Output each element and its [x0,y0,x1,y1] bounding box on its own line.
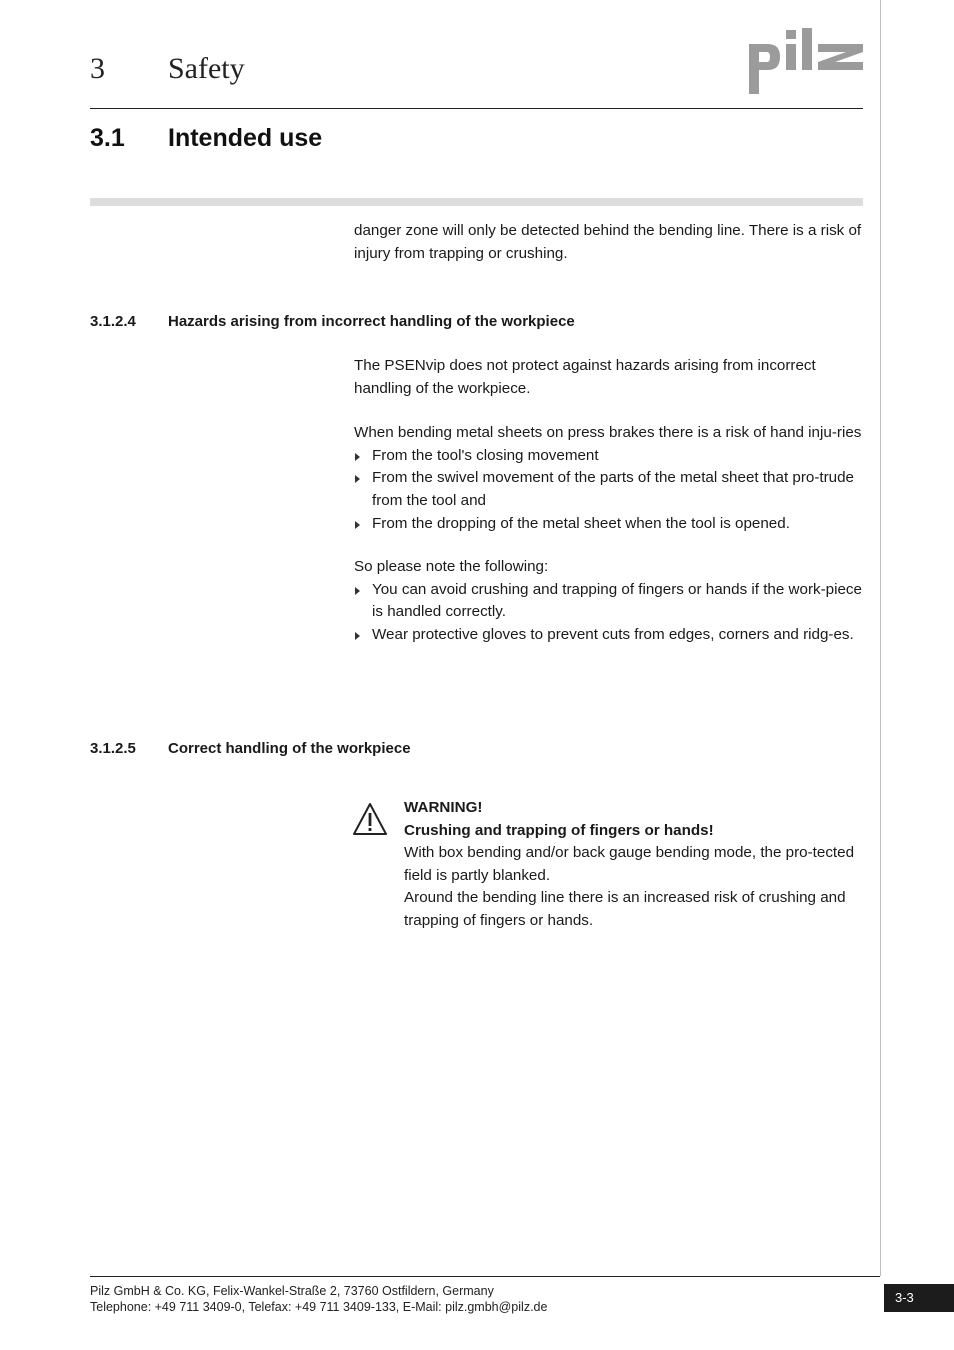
pilz-logo [746,26,866,96]
list-item: You can avoid crushing and trapping of fingers or hands if the work-piece is handled correctly. [354,579,866,624]
page-number: 3-3 [884,1284,954,1312]
paragraph-bending-risk: When bending metal sheets on press brakes there is a risk of hand inju-ries [354,424,862,442]
warning-triangle-icon [352,802,388,836]
chapter-title: Safety [168,52,245,85]
intro-text: danger zone will only be detected behind the bending line. There is a risk of injury from trapping or crushing. [354,222,862,262]
section-divider-bar [90,198,863,206]
intro-paragraph [354,220,866,265]
warning-block [404,797,864,933]
section-number: 3.1 [90,124,125,152]
footer-rule [90,1276,880,1277]
list-item: Wear protective gloves to prevent cuts from edges, corners and ridg-es. [354,624,866,647]
list-item: From the tool's closing movement [354,445,866,468]
warning-line-2: Around the bending line there is an increased risk of crushing and trapping of fingers or hands. [404,889,846,929]
header-rule [90,108,863,109]
hazard-list [354,445,866,535]
subsection-3125-title: Correct handling of the workpiece [168,740,411,757]
subsection-3125-number: 3.1.2.5 [90,740,136,757]
list-item: From the dropping of the metal sheet when the tool is opened. [354,513,866,536]
warning-heading: Crushing and trapping of fingers or hands! [404,821,714,839]
warning-line-1: With box bending and/or back gauge bending mode, the pro-tected field is partly blanked. [404,844,855,884]
paragraph-note: So please note the following: [354,558,549,576]
right-margin-line [880,0,881,1276]
section-title: Intended use [168,124,323,152]
bullet-arrow-icon [355,632,360,640]
bullet-arrow-icon [355,521,360,529]
warning-label: WARNING! [404,799,483,816]
bullet-arrow-icon [355,453,360,461]
chapter-number: 3 [90,52,105,85]
precaution-list [354,579,866,647]
paragraph-psenvip: The PSENvip does not protect against hazards arising from incorrect handling of the workpiece. [354,357,816,397]
subsection-3124-body [354,355,866,647]
bullet-arrow-icon [355,587,360,595]
subsection-3124-title: Hazards arising from incorrect handling of the workpiece [168,313,575,330]
bullet-arrow-icon [355,475,360,483]
footer-contact: Telephone: +49 711 3409-0, Telefax: +49 711 3409-133, E-Mail: pilz.gmbh@pilz.de [90,1300,548,1314]
list-item: From the swivel movement of the parts of the metal sheet that pro-trude from the tool and [354,467,866,512]
subsection-3124-number: 3.1.2.4 [90,313,136,330]
footer-address: Pilz GmbH & Co. KG, Felix-Wankel-Straße 2, 73760 Ostfildern, Germany [90,1284,494,1298]
